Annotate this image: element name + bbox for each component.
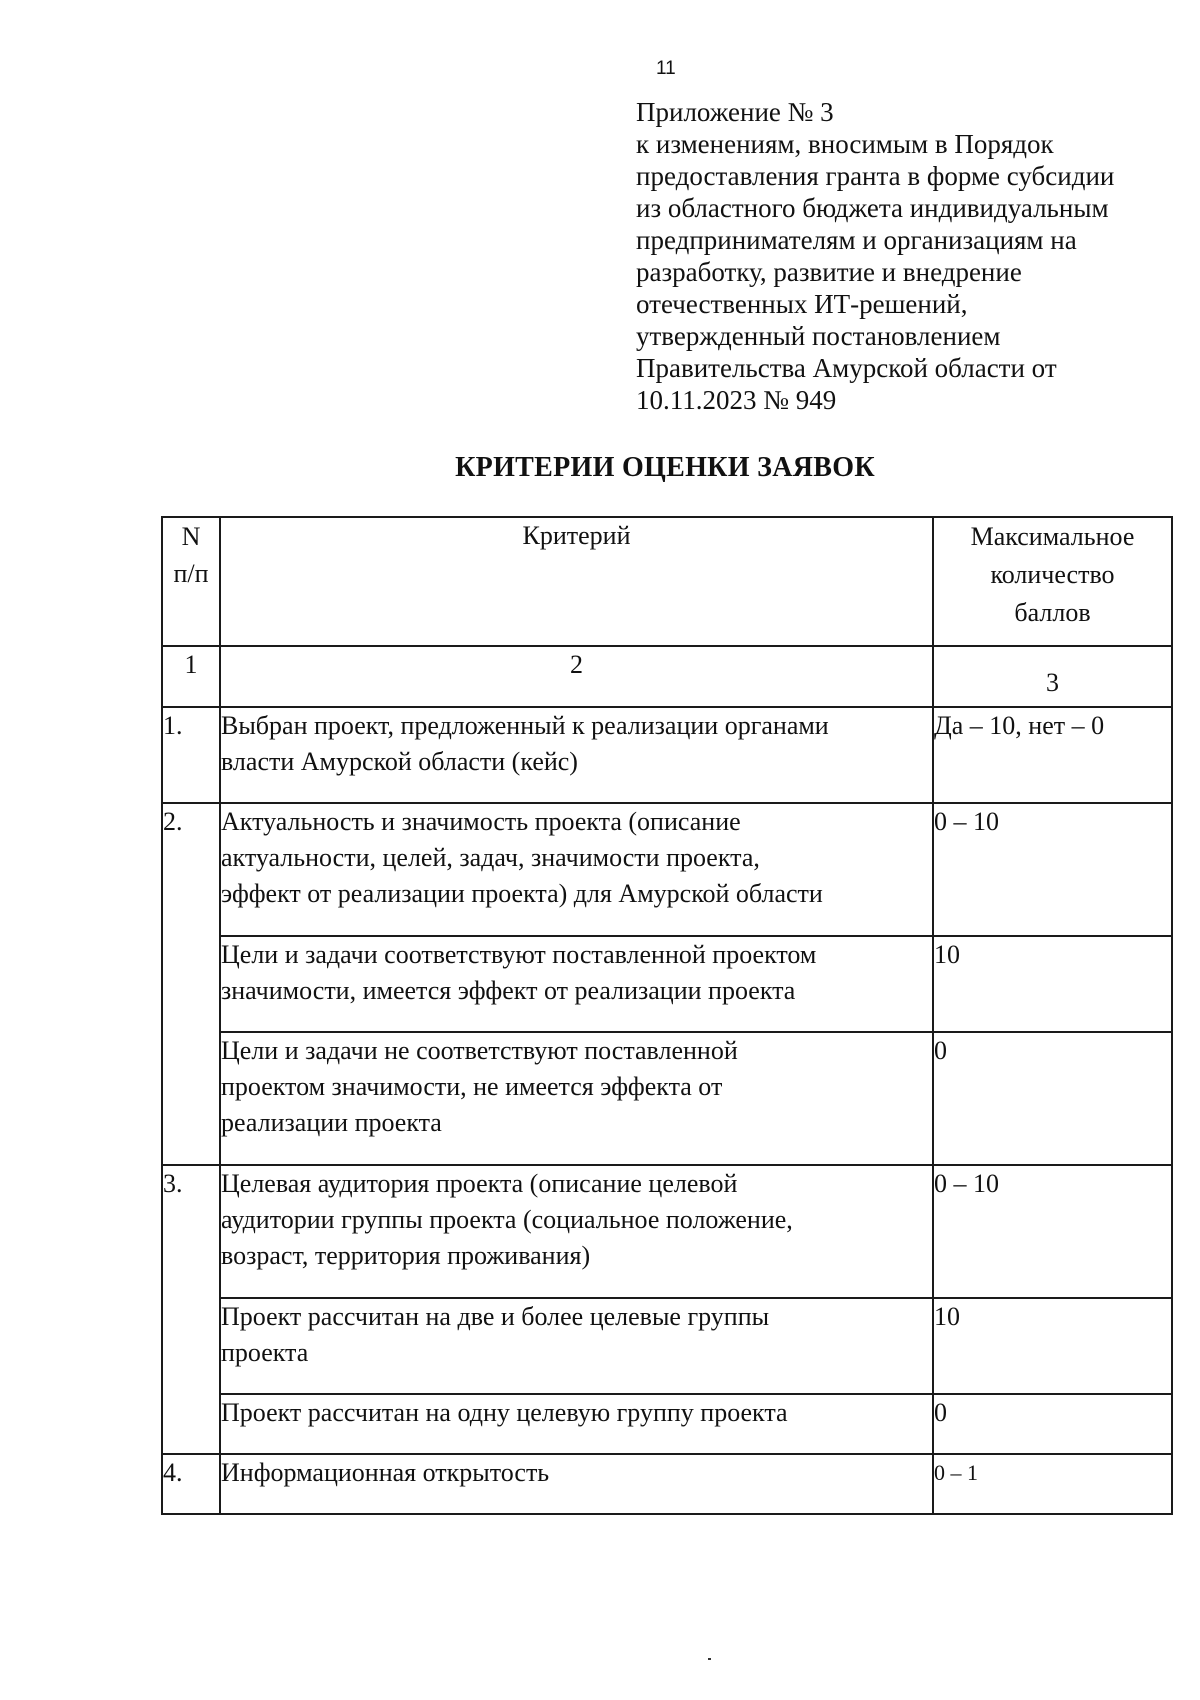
header-max-line: баллов <box>1014 598 1091 627</box>
table-index-row <box>162 646 1172 707</box>
criterion-line: аудитории группы проекта (социальное положение, <box>221 1205 793 1234</box>
criteria-table <box>161 516 1173 1515</box>
appendix-line: отечественных ИТ-решений, <box>636 289 968 319</box>
table-row <box>162 1454 1172 1514</box>
appendix-header <box>636 96 1156 416</box>
criterion-cell <box>220 1032 933 1165</box>
criterion-cell <box>220 707 933 803</box>
row-number: 1. <box>162 707 220 803</box>
criterion-cell <box>220 936 933 1032</box>
criterion-line: реализации проекта <box>221 1108 442 1137</box>
document-title: КРИТЕРИИ ОЦЕНКИ ЗАЯВОК <box>455 452 875 483</box>
header-max-line: Максимальное <box>970 522 1135 551</box>
appendix-line: 10.11.2023 № 949 <box>636 385 837 415</box>
criterion-line: Выбран проект, предложенный к реализации органами <box>221 711 829 740</box>
criterion-line: Проект рассчитан на одну целевую группу проекта <box>221 1398 788 1427</box>
appendix-line: разработку, развитие и внедрение <box>636 257 1022 287</box>
criterion-line: возраст, территория проживания) <box>221 1241 591 1270</box>
appendix-line: Приложение № 3 <box>636 97 834 127</box>
max-score-cell: 10 <box>933 1298 1172 1394</box>
max-score-cell: 10 <box>933 936 1172 1032</box>
criterion-cell <box>220 1165 933 1298</box>
criterion-line: эффект от реализации проекта) для Амурской области <box>221 879 823 908</box>
appendix-line: предоставления гранта в форме субсидии <box>636 161 1115 191</box>
criterion-cell <box>220 1454 933 1514</box>
appendix-line: из областного бюджета индивидуальным <box>636 193 1109 223</box>
header-criterion-label: Критерий <box>522 521 631 550</box>
criterion-cell <box>220 1394 933 1454</box>
table-row <box>162 1032 1172 1165</box>
table-header-row <box>162 517 1172 646</box>
row-number: 4. <box>162 1454 220 1514</box>
criterion-cell <box>220 1298 933 1394</box>
table-row <box>162 803 1172 936</box>
index-cell: 2 <box>220 646 933 707</box>
table-row <box>162 707 1172 803</box>
max-score-cell: Да – 10, нет – 0 <box>933 707 1172 803</box>
criterion-line: значимости, имеется эффект от реализации проекта <box>221 976 796 1005</box>
criterion-line: власти Амурской области (кейс) <box>221 747 578 776</box>
header-max-line: количество <box>990 560 1115 589</box>
table-row <box>162 1165 1172 1298</box>
criterion-line: проектом значимости, не имеется эффекта от <box>221 1072 723 1101</box>
index-cell: 1 <box>162 646 220 707</box>
criterion-line: Актуальность и значимость проекта (описание <box>221 807 741 836</box>
header-number-cell <box>162 517 220 646</box>
criterion-line: Информационная открытость <box>221 1458 550 1487</box>
header-criterion-cell <box>220 517 933 646</box>
page-number: 11 <box>656 58 676 79</box>
max-score-cell: 0 – 1 <box>933 1454 1172 1514</box>
table-row <box>162 1394 1172 1454</box>
table-row <box>162 1298 1172 1394</box>
criterion-cell <box>220 803 933 936</box>
criterion-line: Проект рассчитан на две и более целевые группы <box>221 1302 770 1331</box>
index-cell: 3 <box>933 646 1172 707</box>
max-score-cell: 0 <box>933 1032 1172 1165</box>
appendix-line: Правительства Амурской области от <box>636 353 1057 383</box>
max-score-cell: 0 – 10 <box>933 1165 1172 1298</box>
header-number-line: п/п <box>173 559 209 588</box>
scan-speck <box>708 1658 711 1660</box>
criterion-line: Цели и задачи не соответствуют поставленной <box>221 1036 738 1065</box>
criterion-line: проекта <box>221 1338 309 1367</box>
row-number: 3. <box>162 1165 220 1454</box>
table-row <box>162 936 1172 1032</box>
criterion-line: Целевая аудитория проекта (описание целевой <box>221 1169 738 1198</box>
appendix-line: к изменениям, вносимым в Порядок <box>636 129 1054 159</box>
max-score-cell: 0 – 10 <box>933 803 1172 936</box>
max-score-cell: 0 <box>933 1394 1172 1454</box>
criterion-line: актуальности, целей, задач, значимости проекта, <box>221 843 760 872</box>
criterion-line: Цели и задачи соответствуют поставленной проектом <box>221 940 817 969</box>
appendix-line: предпринимателям и организациям на <box>636 225 1077 255</box>
header-max-score-cell <box>933 517 1172 646</box>
header-number-line: N <box>181 522 201 551</box>
row-number: 2. <box>162 803 220 1165</box>
appendix-line: утвержденный постановлением <box>636 321 1001 351</box>
